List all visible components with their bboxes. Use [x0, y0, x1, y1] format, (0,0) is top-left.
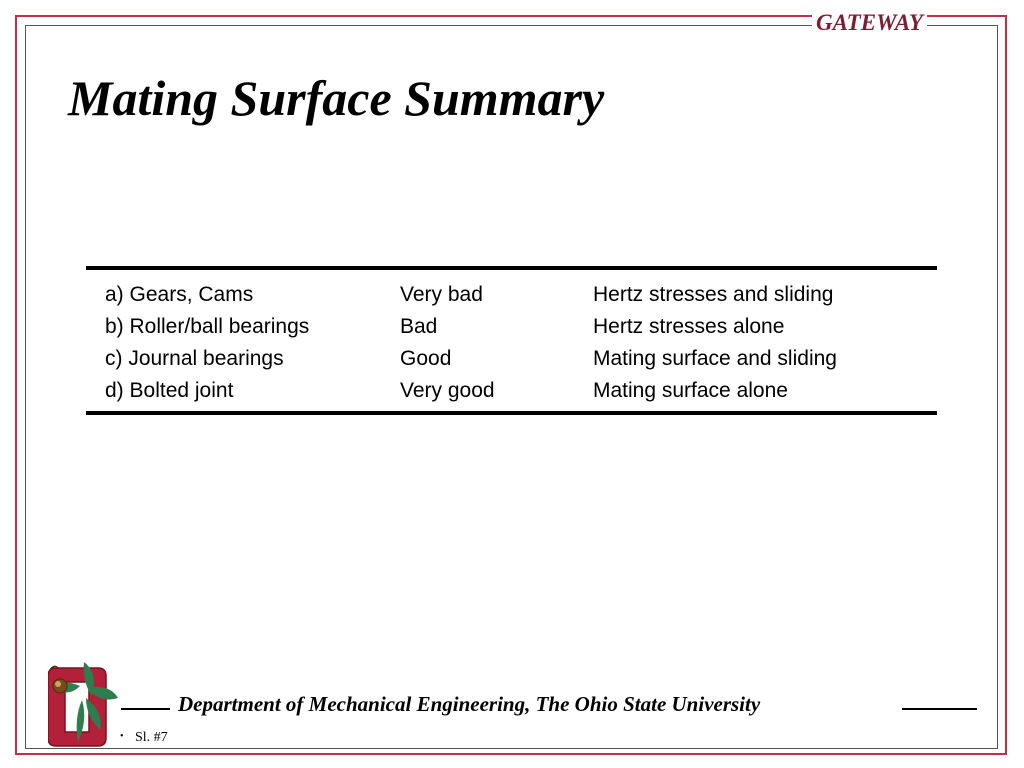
row-rating: Good [400, 347, 452, 370]
table-row [105, 343, 933, 375]
row-reason: Mating surface and sliding [593, 347, 837, 370]
row-rating: Bad [400, 315, 438, 338]
row-rating: Very bad [400, 283, 483, 306]
ohio-state-logo-icon [48, 658, 120, 750]
row-item: b) Roller/ball bearings [105, 315, 310, 338]
footer-line-left [121, 708, 170, 710]
row-reason: Hertz stresses alone [593, 315, 785, 338]
row-rating: Very good [400, 379, 495, 402]
summary-table [105, 279, 933, 407]
page-title: Mating Surface Summary [68, 70, 605, 126]
row-item: d) Bolted joint [105, 379, 234, 402]
row-reason: Mating surface alone [593, 379, 788, 402]
table-row [105, 375, 933, 407]
table-top-rule [86, 266, 937, 270]
footer-bullet: • [120, 731, 124, 742]
row-item: a) Gears, Cams [105, 283, 254, 306]
table-row [105, 279, 933, 311]
row-item: c) Journal bearings [105, 347, 284, 370]
table-bottom-rule [86, 411, 937, 415]
row-reason: Hertz stresses and sliding [593, 283, 834, 306]
slide-number: Sl. #7 [135, 730, 168, 745]
footer-line-right [902, 708, 977, 710]
footer-department: Department of Mechanical Engineering, The Ohio State University [178, 692, 761, 716]
table-row [105, 311, 933, 343]
gateway-brand: GATEWAY [812, 10, 927, 36]
